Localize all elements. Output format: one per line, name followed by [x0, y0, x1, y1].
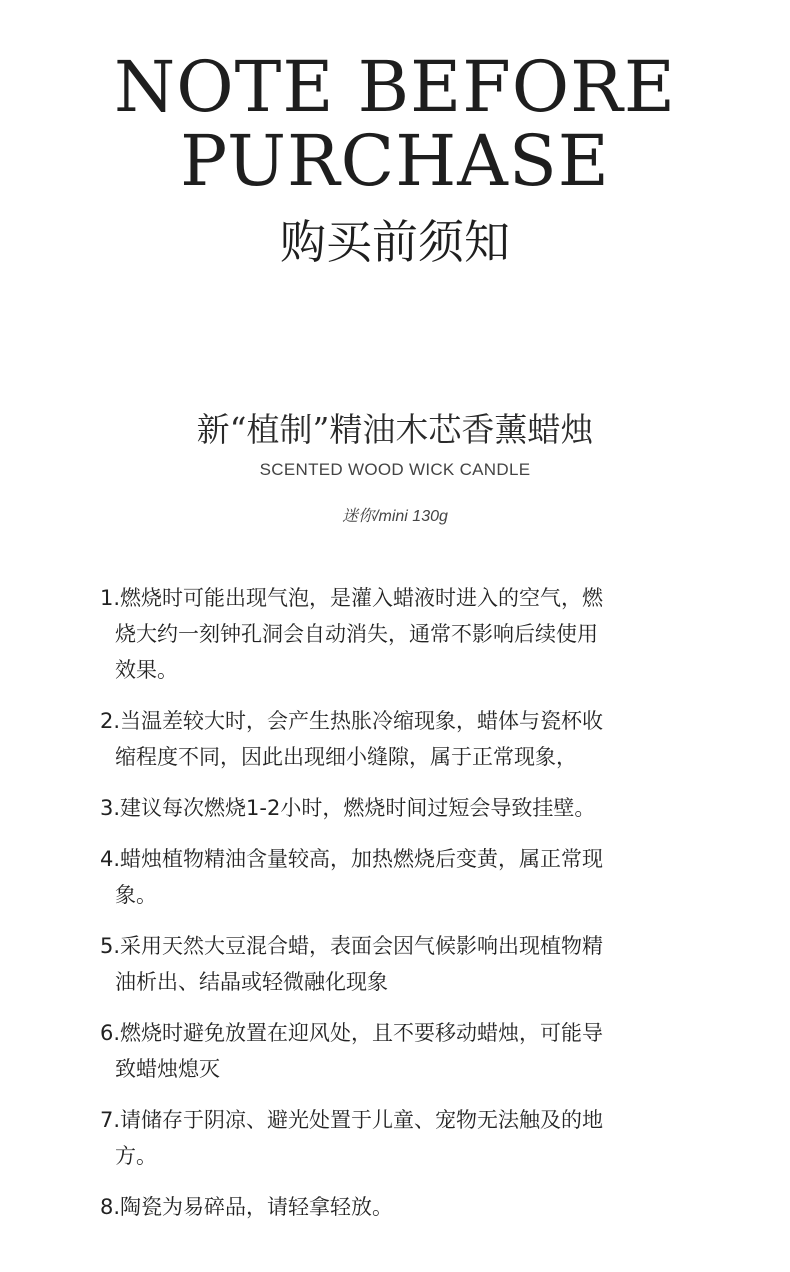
note-line: 5.采用天然大豆混合蜡，表面会因气候影响出现植物精	[100, 934, 604, 958]
note-line: 7.请储存于阴凉、避光处置于儿童、宠物无法触及的地	[100, 1108, 604, 1132]
note-line: 4.蜡烛植物精油含量较高，加热燃烧后变黄，属正常现	[100, 847, 604, 871]
note-item	[100, 1189, 680, 1225]
note-line: 1.燃烧时可能出现气泡，是灌入蜡液时进入的空气，燃	[100, 586, 604, 610]
heading-english-line-2: PURCHASE	[180, 120, 610, 202]
note-item	[100, 841, 680, 913]
product-name-chinese: 新“植制”精油木芯香薰蜡烛	[196, 410, 594, 449]
note-line: 缩程度不同，因此出现细小缝隙，属于正常现象，	[115, 745, 577, 769]
product-name-english: SCENTED WOOD WICK CANDLE	[259, 460, 531, 479]
note-line: 象。	[115, 883, 157, 907]
note-item	[100, 580, 680, 688]
note-line: 8.陶瓷为易碎品，请轻拿轻放。	[100, 1195, 394, 1219]
note-line: 烧大约一刻钟孔洞会自动消失，通常不影响后续使用	[115, 622, 598, 646]
heading-chinese: 购买前须知	[280, 215, 510, 269]
note-line: 2.当温差较大时，会产生热胀冷缩现象，蜡体与瓷杯收	[100, 709, 604, 733]
note-line: 效果。	[115, 658, 178, 682]
heading-english	[0, 46, 790, 202]
note-line: 油析出、结晶或轻微融化现象	[115, 970, 388, 994]
note-item	[100, 1015, 680, 1087]
note-item	[100, 1102, 680, 1174]
product-size: 迷你/mini 130g	[342, 508, 448, 525]
note-line: 方。	[115, 1144, 157, 1168]
note-line: 致蜡烛熄灭	[115, 1057, 220, 1081]
note-line: 6.燃烧时避免放置在迎风处，且不要移动蜡烛，可能导	[100, 1021, 604, 1045]
heading-english-line-1: NOTE BEFORE	[114, 46, 676, 128]
note-item	[100, 790, 680, 826]
notes-list	[100, 580, 680, 1240]
note-item	[100, 928, 680, 1000]
note-item	[100, 703, 680, 775]
note-line: 3.建议每次燃烧1-2小时，燃烧时间过短会导致挂壁。	[100, 796, 596, 820]
